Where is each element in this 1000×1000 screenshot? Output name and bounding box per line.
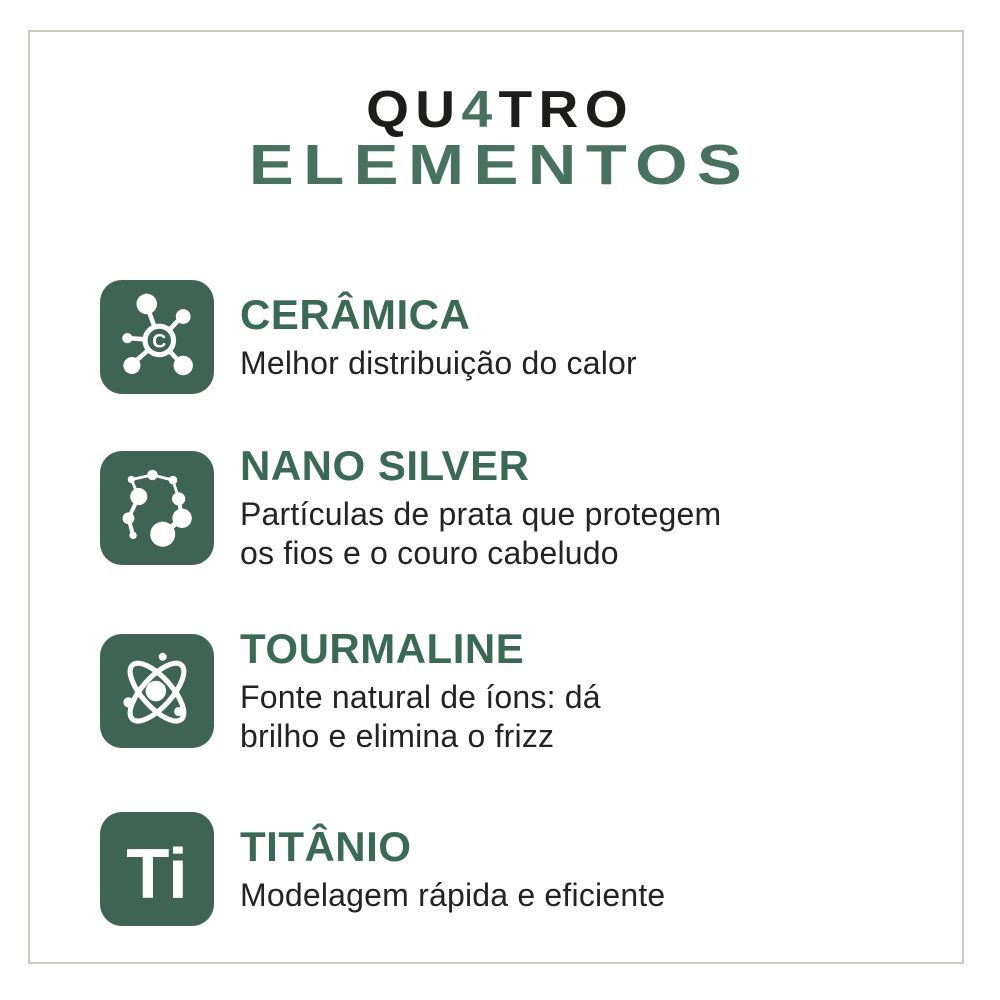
- nano-particles-glyph: [100, 451, 214, 565]
- nano-particles-icon: [100, 451, 214, 565]
- section-title: CERÂMICA: [240, 290, 471, 338]
- titanium-symbol-icon: [100, 812, 214, 926]
- section-copy: [240, 443, 721, 573]
- section-description-line: Melhor distribuição do calor: [240, 344, 637, 381]
- section-nano-silver: [100, 443, 721, 573]
- atom-glyph: [100, 634, 214, 748]
- section-title: TITÂNIO: [240, 822, 412, 870]
- section-description-line: os fios e o couro cabeludo: [240, 535, 619, 571]
- section-description-line: Fonte natural de íons: dá: [240, 679, 601, 715]
- section-titanio: [100, 812, 665, 926]
- ceramic-icon-letter: C: [152, 330, 167, 353]
- brand-title-prefix: QU: [366, 81, 462, 139]
- section-copy: [240, 824, 665, 915]
- section-description-line: Partículas de prata que protegem: [240, 496, 722, 532]
- section-tourmaline: [100, 626, 601, 756]
- section-copy: [240, 292, 637, 383]
- header: [0, 81, 1000, 197]
- atom-icon: [100, 634, 214, 748]
- section-ceramica: [100, 280, 637, 394]
- brand-subtitle: ELEMENTOS: [248, 133, 752, 197]
- brand-title: [0, 81, 1000, 139]
- titanium-icon-letters: Ti: [126, 833, 188, 913]
- ceramic-molecule-icon: [100, 280, 214, 394]
- section-title: NANO SILVER: [240, 442, 530, 489]
- ceramic-molecule-glyph: [100, 280, 214, 394]
- section-description-line: Modelagem rápida e eficiente: [240, 876, 666, 913]
- titanium-symbol-glyph: [100, 812, 214, 926]
- section-description-line: brilho e elimina o frizz: [240, 718, 555, 754]
- section-copy: [240, 626, 601, 756]
- brand-title-suffix: TRO: [498, 81, 634, 139]
- brand-title-accent-4: 4: [461, 81, 499, 139]
- section-title: TOURMALINE: [240, 625, 525, 672]
